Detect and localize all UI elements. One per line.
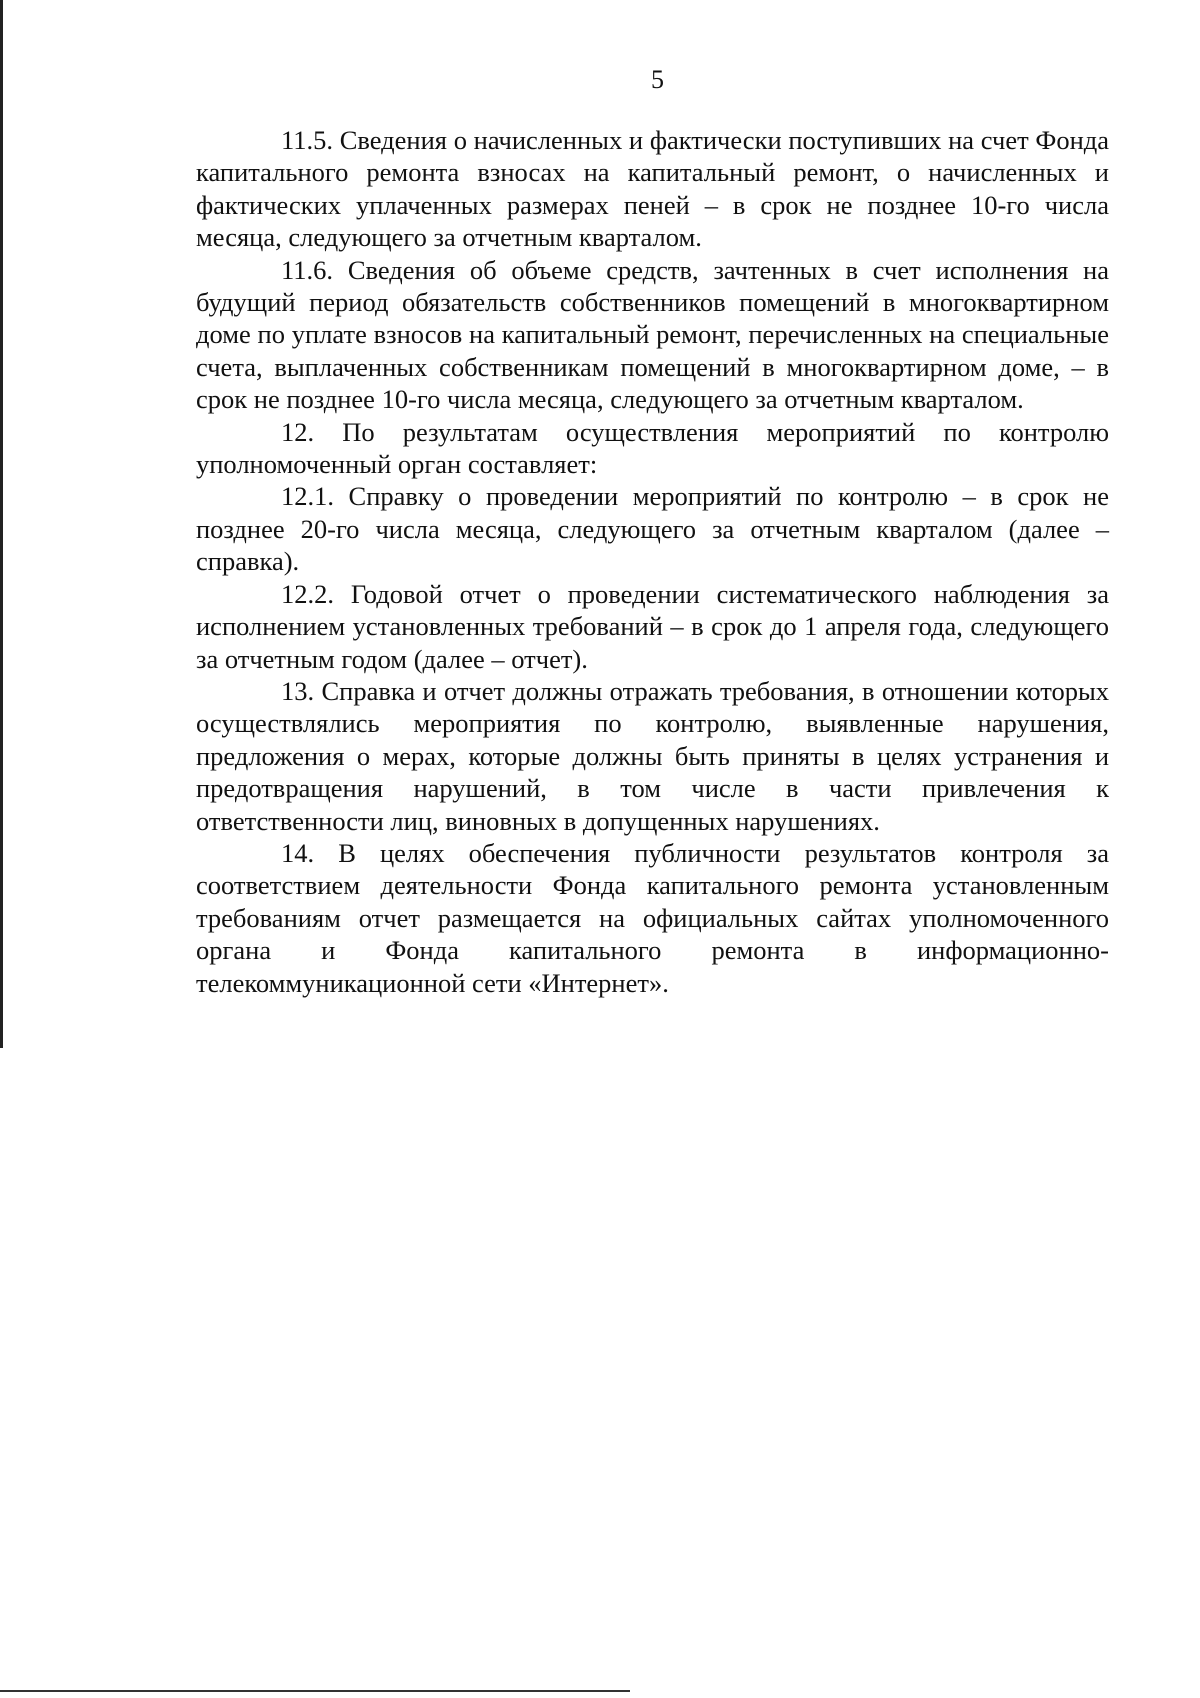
paragraph-13: 13. Справка и отчет должны отражать требования, в отношении которых осуществлялись мероприятия по контролю, выявленные нарушения, предложения о мерах, которые должны быть приняты в целях устранения и предотвращения нарушений, в том числе в части привлечения к ответственности лиц, виновных в допущенных нарушениях.	[196, 675, 1109, 836]
paragraph-14: 14. В целях обеспечения публичности результатов контроля за соответствием деятельности Фонда капитального ремонта установленным требованиям отчет размещается на официальных сайтах уполномоченного органа и Фонда капитального ремонта в информационно-телекоммуникационной сети «Интернет».	[196, 837, 1109, 998]
paragraph-12-2: 12.2. Годовой отчет о проведении систематического наблюдения за исполнением установленных требований – в срок до 1 апреля года, следующего за отчетным годом (далее – отчет).	[196, 578, 1109, 674]
scan-edge-bottom	[0, 1690, 630, 1692]
page-number: 5	[651, 65, 664, 94]
paragraph-12-1: 12.1. Справку о проведении мероприятий по контролю – в срок не позднее 20-го числа месяца, следующего за отчетным кварталом (далее – справка).	[196, 481, 1109, 577]
paragraph-12: 12. По результатам осуществления мероприятий по контролю уполномоченный орган составляет:	[196, 416, 1109, 480]
scan-edge-left	[0, 0, 3, 1048]
paragraph-11-5: 11.5. Сведения о начисленных и фактически поступивших на счет Фонда капитального ремонта взносах на капитальный ремонт, о начисленных и фактических уплаченных размерах пеней – в срок не позднее 10-го числа месяца, следующего за отчетным кварталом.	[196, 125, 1109, 253]
document-body	[196, 124, 1109, 999]
paragraph-11-6: 11.6. Сведения об объеме средств, зачтенных в счет исполнения на будущий период обязательств собственников помещений в многоквартирном доме по уплате взносов на капитальный ремонт, перечисленных на специальные счета, выплаченных собственникам помещений в многоквартирном доме, – в срок не позднее 10-го числа месяца, следующего за отчетным кварталом.	[196, 254, 1109, 415]
